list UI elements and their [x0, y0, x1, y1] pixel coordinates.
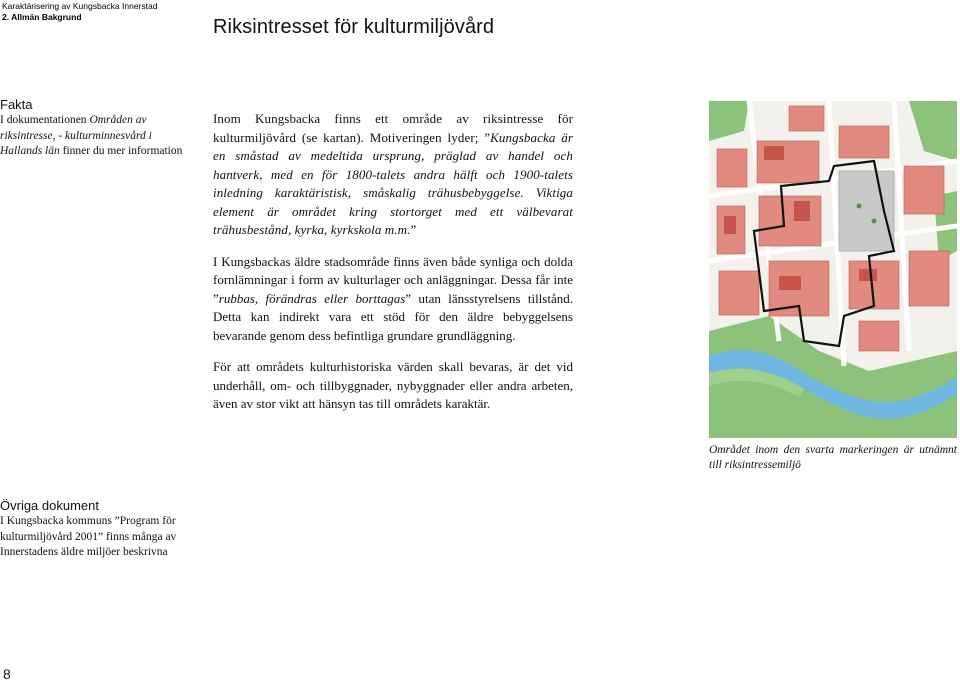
header-section-title: 2. Allmän Bakgrund: [2, 12, 82, 22]
law-quote: rubbas, förändras eller borttagas: [218, 290, 406, 306]
paragraph-text: Inom Kungsbacka finns ett område av riksintresse för kulturmiljövård (se kartan). Motiveringen lyder; ”: [213, 111, 573, 145]
header-document-title: Karaktärisering av Kungsbacka Innerstad: [2, 1, 158, 11]
paragraph-text: I Kungsbackas äldre stadsområde finns även både synliga och dolda fornlämningar i form av kulturlager och anläggningar. Dessa får inte ”: [213, 253, 573, 306]
fakta-text-part: finner du mer information: [59, 145, 183, 157]
paragraph-motivation: [213, 110, 573, 240]
main-body-text: [213, 110, 573, 427]
ovriga-text: I Kungsbacka kommuns ”Program för kulturmiljövård 2001” finns många av Innerstadens äldre miljöer beskrivna: [0, 515, 177, 558]
fakta-heading: Fakta: [0, 97, 33, 112]
page-number: 8: [3, 666, 11, 682]
fakta-document-title: Områden av riksintresse, - kulturminnesvård i Hallands län: [0, 114, 152, 157]
riksintresse-map: [709, 101, 957, 438]
fakta-sidebar: [0, 97, 190, 160]
ovriga-heading: Övriga dokument: [0, 498, 99, 513]
paragraph-text: ”: [410, 222, 417, 237]
fakta-text: [0, 113, 190, 160]
paragraph-fornlamningar: [213, 253, 573, 346]
motivation-quote: Kungsbacka är en småstad av medeltida ursprung, präglad av handel och hantverk, med en för 1800-talets andra hälft och 1900-talets inledning karaktäristisk, småskalig trähusbebyggelse. Viktiga element är området kring stortorget med ett välbevarat trähusbestånd, kyrka, kyrkskola m.m.: [213, 129, 573, 237]
ovriga-dokument-sidebar: [0, 498, 190, 561]
paragraph-text: ” utan länsstyrelsens tillstånd. Detta kan indirekt vara ett stöd för den äldre bebyggelsens bevarande genom dess befintliga grundare grundläggning.: [213, 290, 573, 343]
fakta-text-part: I dokumentationen: [0, 114, 90, 126]
map-caption: Området inom den svarta markeringen är utnämnt till riksintressemiljö: [709, 444, 957, 471]
running-header: [2, 1, 157, 23]
paragraph-character: För att områdets kulturhistoriska värden skall bevaras, är det vid underhåll, om- och tillbyggnader, nybyggnader eller andra arbeten, även av stor vikt att hänsyn tas till områdets karaktär.: [213, 359, 573, 411]
page-title: Riksintresset för kulturmiljövård: [213, 16, 495, 38]
